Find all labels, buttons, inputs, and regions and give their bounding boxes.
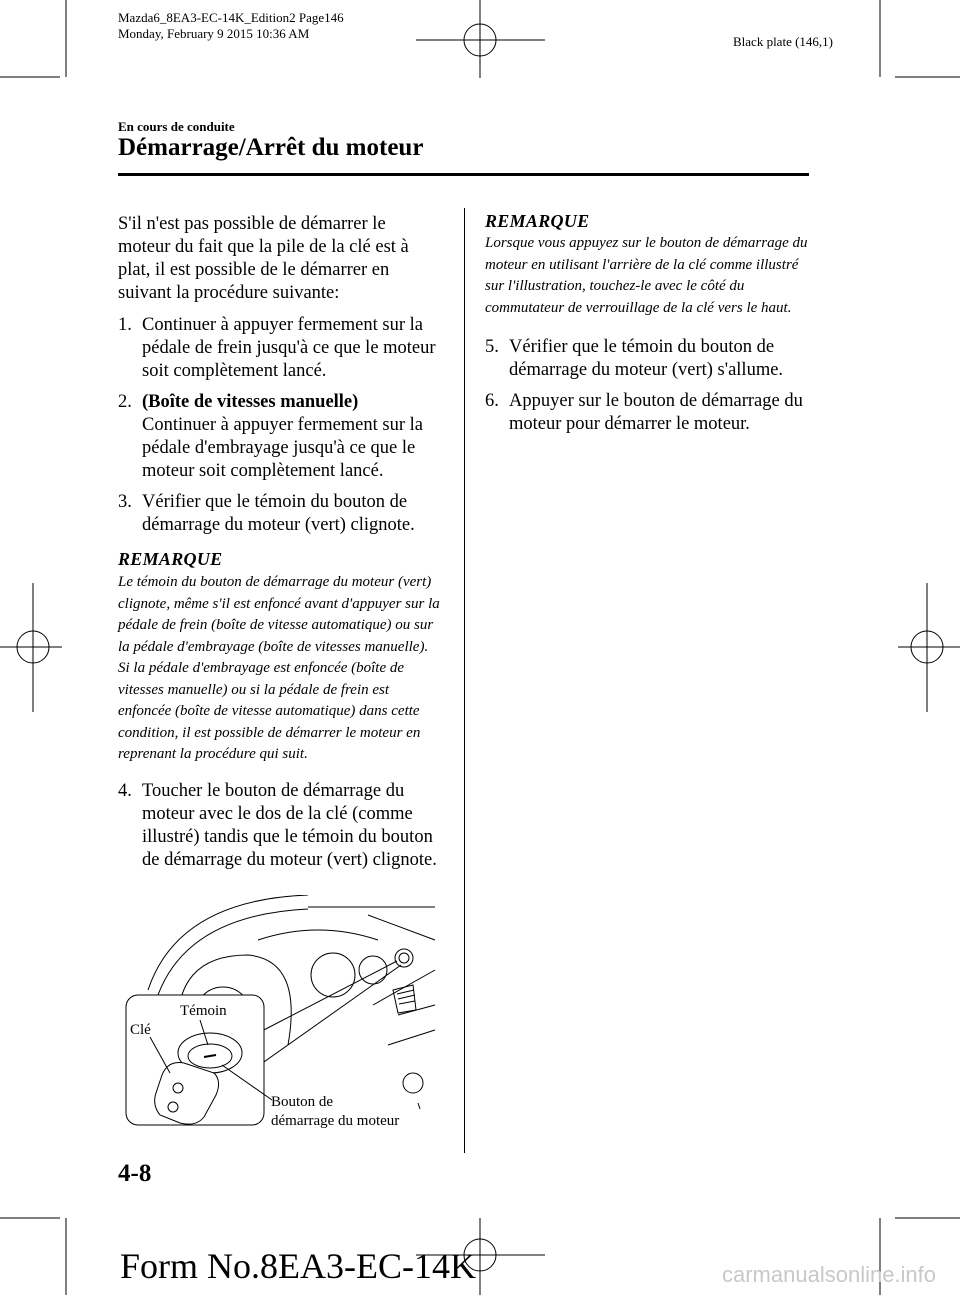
print-date-line: Monday, February 9 2015 10:36 AM	[118, 26, 310, 41]
step-text: Toucher le bouton de démarrage du moteur avec le dos de la clé (comme illustré) tandis que le témoin du bouton de démarrage du moteur (vert) clignote.	[142, 780, 437, 870]
intro-paragraph: S'il n'est pas possible de démarrer le moteur du fait que la pile de la clé est à plat, il est possible de le démarrer en suivant la procédure suivante:	[118, 214, 409, 303]
step-6	[485, 390, 809, 436]
key-start-illustration	[118, 895, 440, 1135]
step-text: Appuyer sur le bouton de démarrage du moteur pour démarrer le moteur.	[509, 391, 803, 434]
step-text: Continuer à appuyer fermement sur la pédale d'embrayage jusqu'à ce que le moteur soit complètement lancé.	[142, 415, 423, 481]
page-title: Démarrage/Arrêt du moteur	[118, 134, 424, 161]
left-column	[118, 213, 440, 872]
step-number: 4.	[118, 780, 132, 801]
step-number: 6.	[485, 391, 499, 411]
label-bouton-line1: Bouton de	[271, 1094, 334, 1110]
title-rule	[118, 173, 809, 176]
step-3	[118, 491, 440, 537]
column-divider	[464, 208, 465, 1153]
note-text: Lorsque vous appuyez sur le bouton de démarrage du moteur en utilisant l'arrière de la clé comme illustré sur l'illustration, touchez-le avec le côté du commutateur de verrouillage de la clé vers le haut.	[485, 235, 808, 316]
watermark: carmanualsonline.info	[722, 1262, 937, 1287]
label-bouton-line2: démarrage du moteur	[271, 1113, 400, 1129]
step-2	[118, 391, 440, 483]
page-number: 4-8	[118, 1160, 152, 1187]
step-heading: (Boîte de vitesses manuelle)	[142, 392, 359, 412]
step-number: 2.	[118, 392, 132, 412]
form-number: Form No.8EA3-EC-14K	[120, 1246, 476, 1286]
step-text: Vérifier que le témoin du bouton de démarrage du moteur (vert) s'allume.	[509, 337, 784, 380]
note-text: Le témoin du bouton de démarrage du moteur (vert) clignote, même s'il est enfoncé avant d'appuyer sur la pédale de frein (boîte de vitesse automatique) ou sur la pédale d'embrayage (boîte de vitesses manuelle). Si la pédale d'embrayage est enfoncée (boîte de vitesses manuelle) ou si la pédale de frein est enfoncée (boîte de vitesse automatique) dans cette condition, il est possible de démarrer le moteur en reprenant la procédure qui suit.	[118, 574, 440, 762]
note-heading: REMARQUE	[118, 549, 223, 569]
step-text: Vérifier que le témoin du bouton de démarrage du moteur (vert) clignote.	[142, 492, 415, 535]
label-cle: Clé	[130, 1022, 151, 1038]
step-number: 1.	[118, 315, 132, 335]
step-number: 5.	[485, 337, 499, 357]
step-5	[485, 336, 809, 382]
step-text: Continuer à appuyer fermement sur la pédale de frein jusqu'à ce que le moteur soit complètement lancé.	[142, 315, 436, 381]
section-label: En cours de conduite	[118, 119, 235, 134]
right-column	[485, 211, 809, 436]
step-number: 3.	[118, 492, 132, 512]
plate-label: Black plate (146,1)	[733, 34, 833, 49]
step-1	[118, 314, 440, 383]
label-temoin: Témoin	[180, 1003, 227, 1019]
print-file-line: Mazda6_8EA3-EC-14K_Edition2 Page146	[118, 10, 344, 25]
note-heading: REMARQUE	[485, 211, 590, 231]
step-4	[118, 780, 440, 872]
